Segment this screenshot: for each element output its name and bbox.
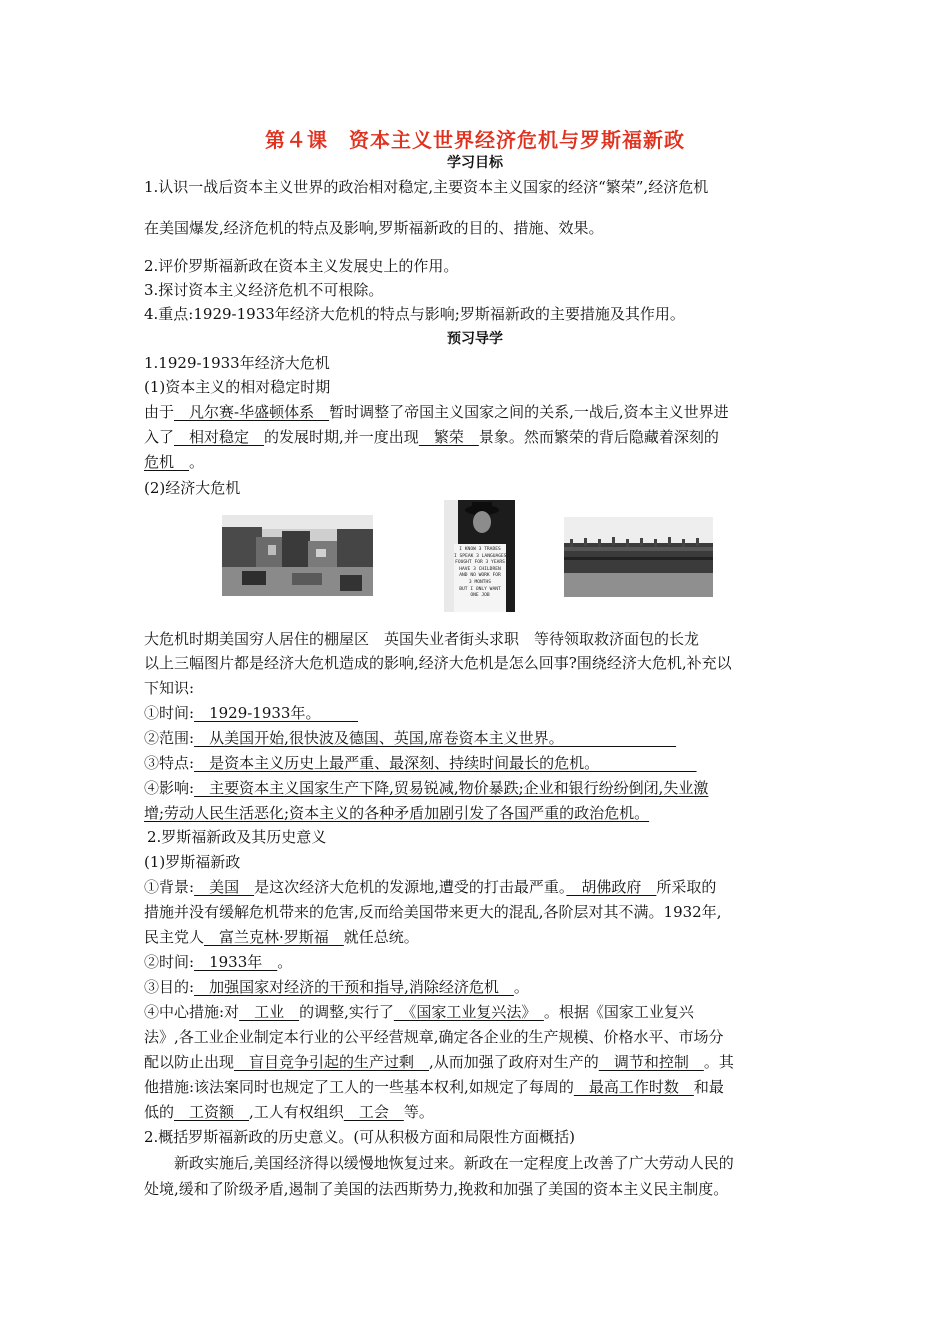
newdeal-purpose <box>144 976 812 998</box>
fill-blank: 从美国开始,很快波及德国、英国,席卷资本主义世界。 <box>194 729 677 747</box>
fill-blank: 1933年 <box>194 953 278 971</box>
text: 的发展时期,并一度出现 <box>264 428 419 446</box>
text: 低的 <box>144 1103 175 1121</box>
crisis-impact-line1 <box>144 777 812 799</box>
question-line2: 下知识: <box>144 679 195 697</box>
newdeal-background-line1 <box>144 876 812 898</box>
newdeal-measure-line2: 法》,各工业企业制定本行业的公平经营规章,确定各企业的生产规模、价格水平、市场分 <box>144 1028 724 1046</box>
part3-heading: 2.概括罗斯福新政的历史意义。(可从积极方面和局限性方面概括) <box>144 1128 576 1146</box>
newdeal-measure-line5 <box>144 1101 812 1123</box>
part1-paragraph-line1 <box>144 401 812 423</box>
label: ③目的: <box>144 978 195 996</box>
question-line1: 以上三幅图片都是经济大危机造成的影响,经济大危机是怎么回事?围绕经济大危机,补充以 <box>144 654 732 672</box>
newdeal-background-line2: 措施并没有缓解危机带来的危害,反而给美国带来更大的混乱,各阶层对其不满。1932年, <box>144 903 722 921</box>
part2-heading: 2.罗斯福新政及其历史意义 <box>147 828 327 846</box>
text: 入了 <box>144 428 175 446</box>
label: ③特点: <box>144 754 195 772</box>
text: ,工人有权组织 <box>249 1103 344 1121</box>
fill-blank: 工会 <box>343 1103 404 1121</box>
label: ①时间: <box>144 704 195 722</box>
fill-blank: 最高工作时数 <box>573 1078 694 1096</box>
text: 的调整,实行了 <box>299 1003 394 1021</box>
newdeal-background-line3 <box>144 926 812 948</box>
crisis-scope <box>144 727 812 749</box>
fill-blank: 加强国家对经济的干预和指导,消除经济危机 <box>194 978 514 996</box>
label: ④影响: <box>144 779 195 797</box>
fill-blank: 增;劳动人民生活恶化;资本主义的各种矛盾加剧引发了各国严重的政治危机。 <box>144 804 650 822</box>
part1-sub2: (2)经济大危机 <box>144 479 241 497</box>
fill-blank: 繁荣 <box>418 428 479 446</box>
photo-captions: 大危机时期美国穷人居住的棚屋区 英国失业者街头求职 等待领取救济面包的长龙 <box>144 630 700 648</box>
newdeal-measure-line1 <box>144 1001 812 1023</box>
label: ②范围: <box>144 729 195 747</box>
text: 他措施:该法案同时也规定了工人的一些基本权利,如规定了每周的 <box>144 1078 574 1096</box>
crisis-impact-line2 <box>144 802 812 824</box>
objective-4: 4.重点:1929-1933年经济大危机的特点与影响;罗斯福新政的主要措施及其作用。 <box>144 305 685 323</box>
text: 。 <box>513 978 529 996</box>
text: ,从而加强了政府对生产的 <box>429 1053 599 1071</box>
text: 所采取的 <box>656 878 717 896</box>
crisis-time <box>144 702 812 724</box>
label: ④中心措施:对 <box>144 1003 240 1021</box>
fill-blank: 调节和控制 <box>598 1053 704 1071</box>
part2-sub1: (1)罗斯福新政 <box>144 853 241 871</box>
text: 是这次经济大危机的发源地,遭受的打击最严重。 <box>254 878 567 896</box>
text: 。根据《国家工业复兴 <box>543 1003 694 1021</box>
text: 。 <box>189 453 205 471</box>
crisis-feature <box>144 752 812 774</box>
part1-sub1: (1)资本主义的相对稳定时期 <box>144 378 331 396</box>
text: 民主党人 <box>144 928 205 946</box>
sign-text: I KNOW 3 TRADES I SPEAK 3 LANGUAGES FOUGHT FOR 3 YEARS HAVE 3 CHILDREN AND NO WORK FOR 3 MONTHS BUT I ONLY WANT ONE JOB <box>454 547 507 599</box>
unemployed-man-photo <box>444 500 515 612</box>
newdeal-measure-line4 <box>144 1076 812 1098</box>
objectives-heading: 学习目标 <box>447 155 503 171</box>
fill-blank: 《国家工业复兴法》 <box>393 1003 544 1021</box>
fill-blank: 盲目竞争引起的生产过剩 <box>234 1053 430 1071</box>
fill-blank: 相对稳定 <box>174 428 265 446</box>
newdeal-time <box>144 951 812 973</box>
text: 等。 <box>403 1103 434 1121</box>
fill-blank: 美国 <box>194 878 255 896</box>
objective-3: 3.探讨资本主义经济危机不可根除。 <box>144 281 384 299</box>
label: ②时间: <box>144 953 195 971</box>
fill-blank: 1929-1933年。 <box>194 704 358 722</box>
text: 和最 <box>693 1078 724 1096</box>
fill-blank: 凡尔赛-华盛顿体系 <box>174 403 330 421</box>
fill-blank: 危机 <box>144 453 190 471</box>
objective-2: 2.评价罗斯福新政在资本主义发展史上的作用。 <box>144 257 459 275</box>
part1-heading: 1.1929-1933年经济大危机 <box>144 354 330 372</box>
lesson-title: 第４课 资本主义世界经济危机与罗斯福新政 <box>265 128 685 152</box>
part1-paragraph-line2 <box>144 426 812 448</box>
fill-blank: 富兰克林·罗斯福 <box>204 928 344 946</box>
text: 景象。然而繁荣的背后隐藏着深刻的 <box>478 428 719 446</box>
fill-blank: 工业 <box>239 1003 300 1021</box>
fill-blank: 胡佛政府 <box>566 878 657 896</box>
fill-blank: 是资本主义历史上最严重、最深刻、持续时间最长的危机。 <box>194 754 697 772</box>
bread-line-photo <box>564 517 713 597</box>
objective-1b: 在美国爆发,经济危机的特点及影响,罗斯福新政的目的、措施、效果。 <box>144 219 604 237</box>
fill-blank: 主要资本主义国家生产下降,贸易锐减,物价暴跌;企业和银行纷纷倒闭,失业激 <box>194 779 709 797</box>
text: 就任总统。 <box>343 928 419 946</box>
preview-heading: 预习导学 <box>447 331 503 347</box>
newdeal-measure-line3 <box>144 1051 812 1073</box>
fill-blank: 工资额 <box>174 1103 250 1121</box>
text: 。 <box>277 953 293 971</box>
shanty-town-photo <box>222 515 373 596</box>
text: 配以防止出现 <box>144 1053 235 1071</box>
part1-paragraph-line3 <box>144 451 812 473</box>
part3-answer-line2: 处境,缓和了阶级矛盾,遏制了美国的法西斯势力,挽救和加强了美国的资本主义民主制度。 <box>144 1180 729 1198</box>
objective-1a: 1.认识一战后资本主义世界的政治相对稳定,主要资本主义国家的经济“繁荣”,经济危机 <box>144 178 709 196</box>
text: 。其 <box>703 1053 734 1071</box>
text: 暂时调整了帝国主义国家之间的关系,一战后,资本主义世界进 <box>329 403 729 421</box>
text: 由于 <box>144 403 175 421</box>
part3-answer-line1: 新政实施后,美国经济得以缓慢地恢复过来。新政在一定程度上改善了广大劳动人民的 <box>144 1154 734 1172</box>
label: ①背景: <box>144 878 195 896</box>
